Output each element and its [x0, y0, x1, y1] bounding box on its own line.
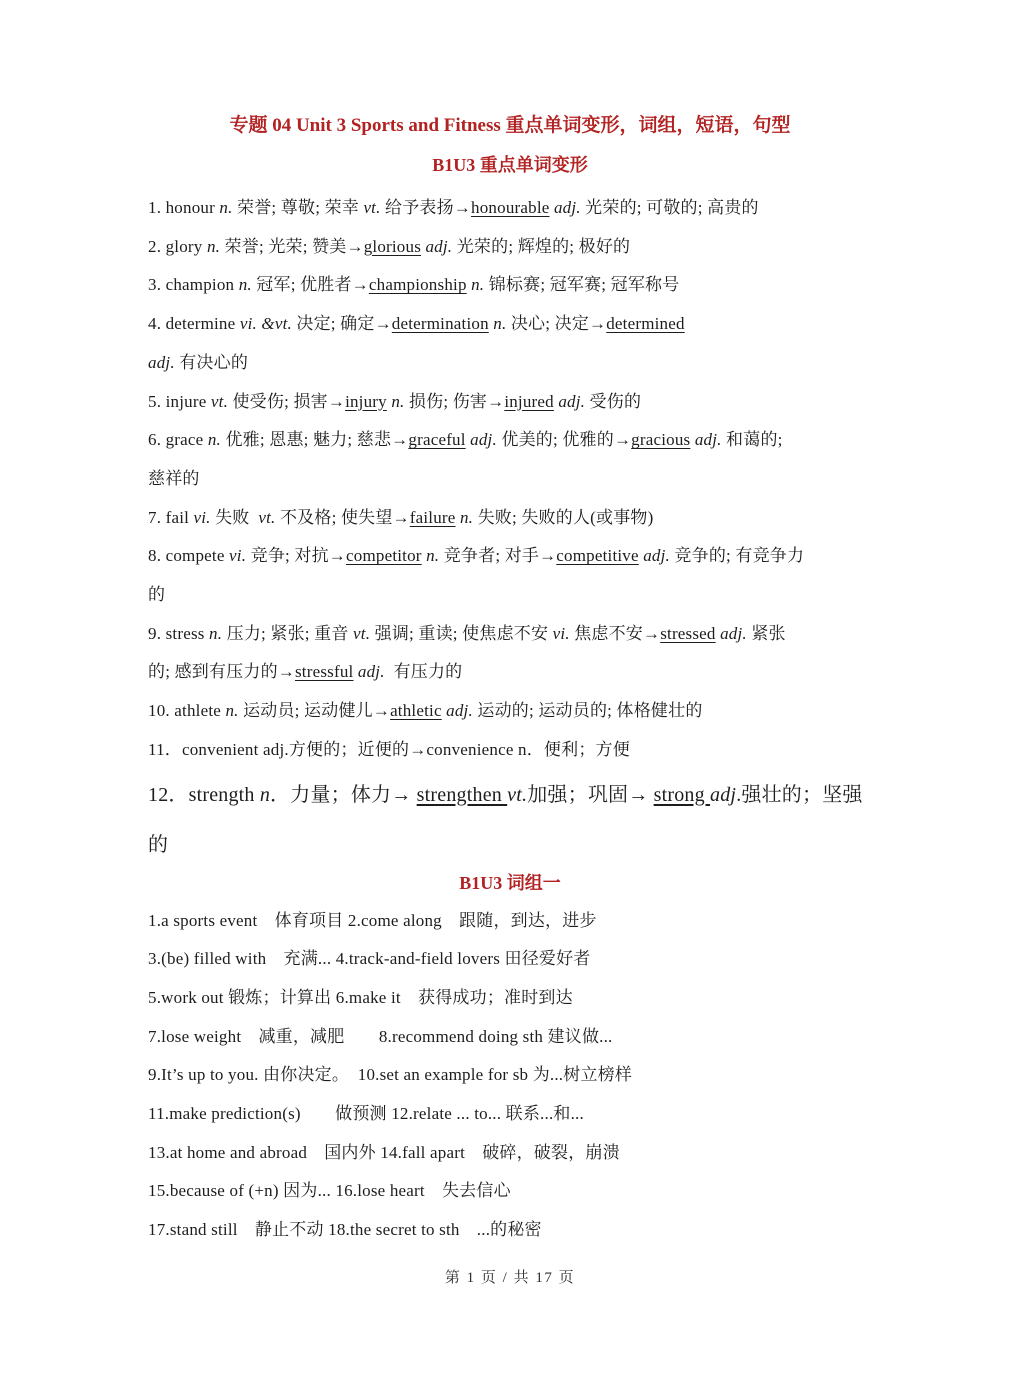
text-segment: adj.	[643, 546, 670, 566]
phrase-line	[148, 940, 872, 979]
text-segment: 8. compete	[148, 546, 230, 566]
vocab-line	[148, 820, 872, 870]
text-segment: 光荣的; 可敬的; 高贵的	[580, 198, 759, 217]
text-segment: n.	[426, 546, 440, 566]
text-segment: 的	[148, 585, 166, 605]
text-segment: 2. glory	[148, 236, 207, 256]
text-segment: n.	[207, 430, 222, 450]
text-segment: 运动员; 运动健儿→	[238, 701, 391, 721]
text-segment: athletic	[390, 701, 442, 721]
vocab-line	[148, 421, 872, 460]
text-segment: 锦标赛; 冠军赛; 冠军称号	[484, 275, 680, 295]
text-segment: 5.work out 锻炼；计算出 6.make it 获得成功；准时到达	[148, 987, 573, 1007]
vocab-line	[148, 731, 872, 770]
text-segment: stressed	[660, 623, 716, 643]
text-segment: championship	[368, 275, 467, 295]
text-segment: 的; 感到有压力的→	[148, 662, 295, 682]
phrase-line	[148, 979, 872, 1018]
phrase-line	[148, 1134, 872, 1173]
text-segment: injury	[345, 391, 387, 411]
text-segment: adj.	[553, 198, 581, 217]
text-segment: 1.a sports event 体育项目 2.come along 跟随，到达，进步	[148, 910, 597, 930]
text-segment: n.	[471, 275, 485, 295]
text-segment: .强壮的；坚强	[736, 783, 863, 806]
text-segment: n.	[238, 275, 252, 295]
vocab-line	[148, 228, 872, 267]
text-segment: 7.lose weight 减重，减肥 8.recommend doing sth 建议做...	[148, 1026, 613, 1046]
text-segment: 有压力的	[384, 662, 463, 682]
page-title: 专题 04 Unit 3 Sports and Fitness 重点单词变形，词组，短语，句型	[229, 115, 791, 136]
text-segment: 11．convenient adj.方便的；近便的→convenience n．便利；方便	[148, 739, 630, 759]
text-segment: 的	[148, 833, 169, 856]
section-heading-phrases: B1U3 词组一	[459, 872, 561, 893]
vocab-line	[148, 653, 872, 692]
vocab-line	[148, 344, 872, 383]
text-segment: competitor	[346, 546, 422, 566]
text-segment: 10. athlete	[148, 701, 226, 721]
text-segment: 荣誉; 光荣; 赞美→	[220, 236, 364, 256]
text-segment: 9. stress	[148, 623, 210, 643]
text-segment: injured	[504, 391, 554, 411]
text-segment: failure	[409, 507, 456, 527]
text-segment: 和蔼的;	[721, 430, 783, 450]
vocab-line	[148, 189, 872, 228]
text-segment: 有决心的	[174, 352, 249, 372]
text-segment: 竞争者; 对手→	[439, 546, 557, 566]
text-segment: 失败; 失败的人(或事物)	[473, 507, 654, 527]
page-footer: 第 1 页 / 共 17 页	[444, 1269, 576, 1286]
section-heading-vocab: B1U3 重点单词变形	[432, 155, 588, 175]
text-segment: 决定; 确定→	[291, 314, 392, 334]
text-segment: 15.because of (+n) 因为... 16.lose heart 失去信心	[148, 1181, 511, 1201]
text-segment: competitive	[556, 546, 639, 566]
text-segment: adj.	[357, 662, 385, 682]
text-segment: 17.stand still 静止不动 18.the secret to sth ...的秘密	[148, 1220, 542, 1240]
text-segment: determined	[606, 314, 685, 334]
text-segment: vt.	[363, 198, 381, 217]
text-segment: gracious	[631, 430, 691, 450]
text-segment: 9.It’s up to you. 由你决定。 10.set an example for sb 为...树立榜样	[148, 1065, 633, 1085]
vocab-line	[148, 576, 872, 615]
text-segment: n.	[206, 236, 221, 256]
text-segment: n	[259, 783, 271, 806]
text-segment: 失败	[210, 507, 259, 527]
text-segment: vi. &vt.	[239, 314, 292, 334]
text-segment: vi.	[193, 507, 211, 527]
text-segment: vt.	[210, 391, 229, 411]
text-segment: 加强；巩固→	[527, 783, 654, 806]
vocab-line	[148, 537, 872, 576]
text-segment: adj.	[720, 623, 747, 643]
text-segment: 决心; 决定→	[506, 314, 607, 334]
phrase-line	[148, 1056, 872, 1095]
text-segment: 11.make prediction(s) 做预测 12.relate ... to... 联系...和...	[148, 1104, 584, 1124]
text-segment: adj.	[148, 352, 175, 372]
phrase-list	[148, 902, 872, 1250]
phrase-line	[148, 902, 872, 941]
text-segment: 焦虑不安→	[569, 623, 661, 643]
text-segment: adj.	[558, 391, 586, 411]
text-segment: vt.	[258, 507, 276, 527]
phrase-line	[148, 1018, 872, 1057]
vocab-line	[148, 499, 872, 538]
text-segment: 竞争; 对抗→	[246, 546, 346, 566]
text-segment: 慈祥的	[148, 468, 200, 488]
vocab-list	[148, 189, 872, 870]
text-segment: 3.(be) filled with 充满... 4.track-and-field lovers 田径爱好者	[148, 949, 591, 969]
text-segment: n.	[391, 391, 405, 411]
text-segment: determination	[391, 314, 489, 334]
text-segment: 受伤的	[585, 391, 642, 411]
text-segment: honourable	[471, 198, 550, 217]
text-segment: 紧张	[746, 623, 786, 643]
text-segment: adj.	[470, 430, 497, 450]
text-segment: stressful	[294, 662, 354, 682]
text-segment: adj	[710, 783, 737, 806]
phrase-line	[148, 1211, 872, 1250]
vocab-line	[148, 383, 872, 422]
text-segment: n.	[493, 314, 507, 334]
text-segment: 4. determine	[148, 314, 240, 334]
text-segment: strong	[653, 783, 711, 806]
text-segment: 荣誉; 尊敬; 荣幸	[232, 198, 364, 217]
text-segment: strengthen	[416, 783, 508, 806]
text-segment: 压力; 紧张; 重音	[222, 623, 354, 643]
text-segment: adj.	[694, 430, 722, 450]
text-segment: 7. fail	[148, 507, 194, 527]
text-segment: 3. champion	[148, 275, 239, 295]
text-segment: vi.	[229, 546, 247, 566]
text-segment: 优美的; 优雅的→	[496, 430, 632, 450]
text-segment: vt.	[507, 783, 528, 806]
text-segment: 优雅; 恩惠; 魅力; 慈悲→	[221, 430, 409, 450]
text-segment: 冠军; 优胜者→	[251, 275, 369, 295]
text-segment: adj.	[425, 236, 453, 256]
text-segment: adj.	[446, 701, 473, 721]
text-segment: 损伤; 伤害→	[404, 391, 505, 411]
text-segment: n.	[459, 507, 474, 527]
vocab-line	[148, 615, 872, 654]
vocab-line	[148, 770, 872, 820]
text-segment: 13.at home and abroad 国内外 14.fall apart 破碎，破裂，崩溃	[148, 1142, 620, 1162]
phrase-line	[148, 1095, 872, 1134]
text-segment: 运动的; 运动员的; 体格健壮的	[472, 701, 703, 721]
text-segment: vi.	[552, 623, 570, 643]
vocab-line	[148, 305, 872, 344]
text-segment: 5. injure	[148, 391, 211, 411]
text-segment: graceful	[408, 430, 466, 450]
text-segment: 给予表扬→	[380, 198, 472, 217]
vocab-line	[148, 266, 872, 305]
text-segment: 6. grace	[148, 430, 208, 450]
text-segment: 12．strength	[148, 783, 260, 806]
text-segment: n.	[219, 198, 233, 217]
vocab-line	[148, 460, 872, 499]
vocab-line	[148, 692, 872, 731]
text-segment: 光荣的; 辉煌的; 极好的	[452, 236, 631, 256]
text-segment: n.	[225, 701, 239, 721]
text-segment: 使受伤; 损害→	[228, 391, 346, 411]
text-segment: glorious	[363, 236, 422, 256]
text-segment: vt.	[353, 623, 371, 643]
phrase-line	[148, 1172, 872, 1211]
text-segment: 强调; 重读; 使焦虑不安	[370, 623, 553, 643]
text-segment: 不及格; 使失望→	[275, 507, 410, 527]
text-segment: n.	[209, 623, 223, 643]
text-segment: 竞争的; 有竞争力	[669, 546, 805, 566]
text-segment: 1. honour	[148, 198, 220, 217]
text-segment: ．力量；体力→	[270, 783, 417, 806]
